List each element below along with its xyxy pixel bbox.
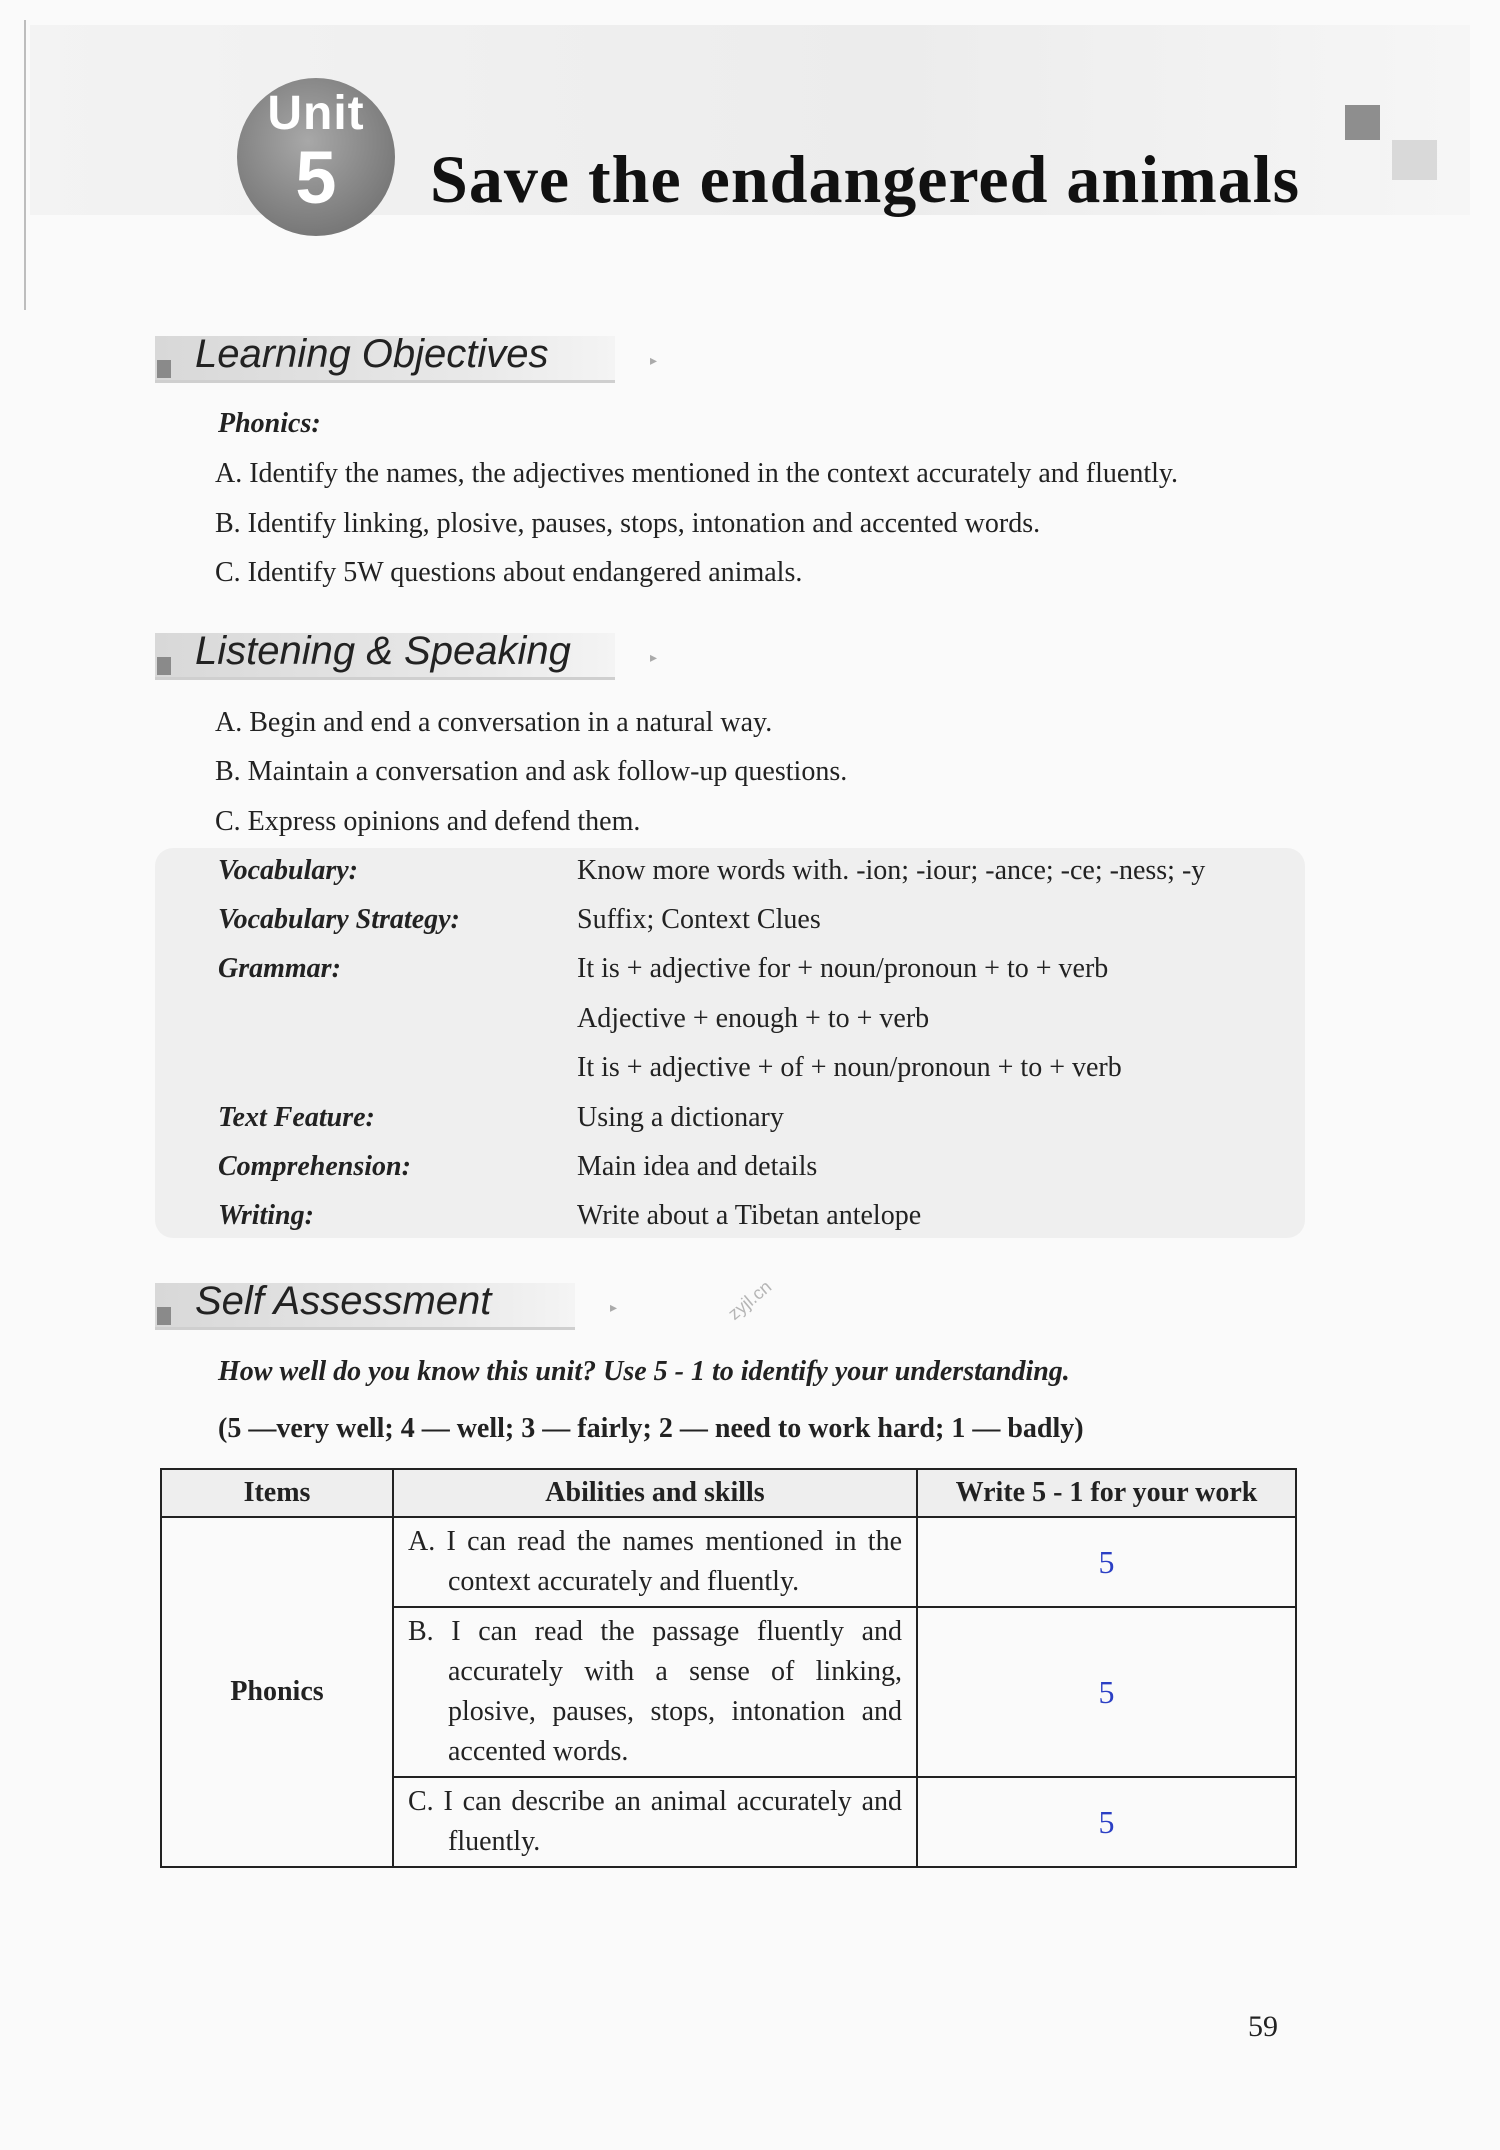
speaking-item: C. Express opinions and defend them. xyxy=(215,806,641,837)
table-header-row xyxy=(161,1469,1296,1517)
phonics-item: B. Identify linking, plosive, pauses, stops, intonation and accented words. xyxy=(215,508,1041,539)
header-score: Write 5 - 1 for your work xyxy=(917,1469,1296,1517)
decor-square-dark xyxy=(1345,105,1380,140)
detail-value: Write about a Tibetan antelope xyxy=(577,1200,922,1231)
score-cell: 5 xyxy=(917,1607,1296,1777)
detail-value: Adjective + enough + to + verb xyxy=(577,1003,930,1034)
ability-text: B. I can read the passage fluently and accurately with a sense of linking, plosive, pauses, stops, intonation and accented words. xyxy=(408,1616,902,1767)
detail-label: Vocabulary: xyxy=(218,855,358,886)
unit-word: Unit xyxy=(267,87,365,140)
ability-text: C. I can describe an animal accurately and fluently. xyxy=(408,1786,902,1857)
score-cell: 5 xyxy=(917,1777,1296,1867)
section-heading-text: Self Assessment xyxy=(195,1279,492,1323)
assessment-question: How well do you know this unit? Use 5 - 1 to identify your understanding. xyxy=(218,1356,1070,1387)
assessment-table xyxy=(160,1468,1297,1868)
detail-label: Vocabulary Strategy: xyxy=(218,904,460,935)
detail-value: Know more words with. -ion; -iour; -ance; -ce; -ness; -y xyxy=(577,855,1206,886)
detail-label: Writing: xyxy=(218,1200,314,1231)
unit-number: 5 xyxy=(295,136,337,219)
ability-text: A. I can read the names mentioned in the context accurately and fluently. xyxy=(408,1526,902,1597)
detail-value: Using a dictionary xyxy=(577,1102,784,1133)
speaking-item: A. Begin and end a conversation in a natural way. xyxy=(215,707,773,738)
ability-cell xyxy=(393,1517,917,1607)
page-title: Save the endangered animals xyxy=(430,141,1301,217)
detail-label: Text Feature: xyxy=(218,1102,375,1133)
detail-label: Comprehension: xyxy=(218,1151,411,1182)
phonics-item: C. Identify 5W questions about endangered animals. xyxy=(215,557,803,588)
detail-value: Main idea and details xyxy=(577,1151,818,1182)
page-number: 59 xyxy=(1248,2010,1278,2043)
left-margin-rule xyxy=(24,20,26,310)
section-heading-text: Learning Objectives xyxy=(195,332,549,376)
header-abilities: Abilities and skills xyxy=(393,1469,917,1517)
detail-value: It is + adjective for + noun/pronoun + to + verb xyxy=(577,953,1109,984)
ability-cell xyxy=(393,1777,917,1867)
watermark-stamp: zyjl.cn xyxy=(724,1276,776,1324)
arrow-icon: ▸ xyxy=(650,649,658,665)
assessment-scale: (5 —very well; 4 — well; 3 — fairly; 2 — need to work hard; 1 — badly) xyxy=(218,1413,1084,1444)
detail-value: Suffix; Context Clues xyxy=(577,904,821,935)
ability-cell xyxy=(393,1607,917,1777)
phonics-item: A. Identify the names, the adjectives mentioned in the context accurately and fluently. xyxy=(215,458,1179,489)
arrow-icon: ▸ xyxy=(650,352,658,368)
score-cell: 5 xyxy=(917,1517,1296,1607)
speaking-item: B. Maintain a conversation and ask follow-up questions. xyxy=(215,756,848,787)
unit-badge xyxy=(237,78,395,236)
arrow-icon: ▸ xyxy=(610,1299,618,1315)
header-items: Items xyxy=(161,1469,393,1517)
detail-label: Grammar: xyxy=(218,953,341,984)
phonics-label: Phonics: xyxy=(218,408,321,439)
table-row xyxy=(161,1517,1296,1607)
decor-square-light xyxy=(1392,140,1437,180)
item-cell: Phonics xyxy=(161,1517,393,1867)
section-heading-text: Listening & Speaking xyxy=(195,629,571,673)
detail-value: It is + adjective + of + noun/pronoun + to + verb xyxy=(577,1052,1122,1083)
